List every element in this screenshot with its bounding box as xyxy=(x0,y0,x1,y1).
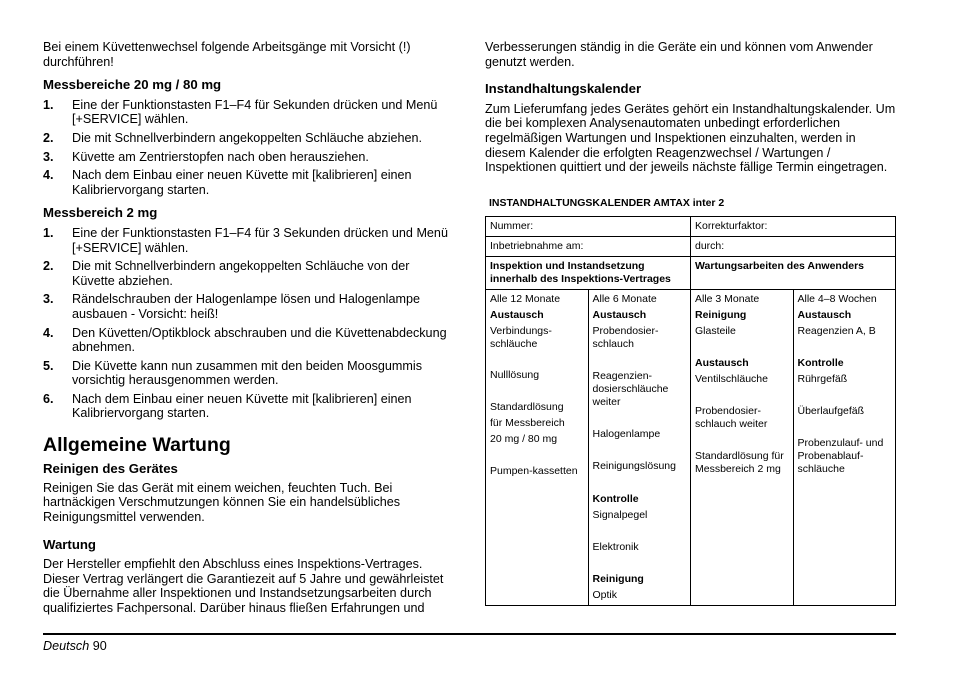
list-item xyxy=(43,326,455,355)
period-label: Alle 3 Monate xyxy=(695,293,760,306)
cleaning-text: Reinigen Sie das Gerät mit einem weichen, feuchten Tuch. Bei hartnäckigen Verschmutzungen können Sie ein handelsübliches Reinigungsmittel verwenden. xyxy=(43,480,401,524)
calendar-text: Zum Lieferumfang jedes Gerätes gehört ein Instandhaltungskalender. Um die bei komplexen Analysenautomaten unbedingt erforderlichen regelmäßigen Wartungen und Inspektionen einzuhalten, werden in diesem Kalender die erfolgten Reagenzwechsel / Wartungen / Inspektionen quittiert und der jeweils nächste fällige Termin eingetragen. xyxy=(485,101,896,175)
calendar-heading: Instandhaltungskalender xyxy=(485,81,642,97)
step-number: 4. xyxy=(43,325,54,340)
table-text: Austausch xyxy=(490,309,544,322)
table-text: Reinigung xyxy=(695,309,747,322)
step-number: 3. xyxy=(43,149,54,164)
period-label: Alle 6 Monate xyxy=(592,293,657,306)
footer-divider xyxy=(43,633,896,635)
table-text: Verbindungs-schläuche xyxy=(490,325,552,351)
table-text: Rührgefäß xyxy=(797,373,848,386)
table-text: Signalpegel xyxy=(592,509,648,522)
table-text: Elektronik xyxy=(592,541,639,554)
table-text: Ventilschläuche xyxy=(695,373,768,386)
period-label: Alle 12 Monate xyxy=(490,293,561,306)
step-number: 4. xyxy=(43,168,54,183)
table-text: Standardlösung xyxy=(490,401,564,414)
table-text: Probendosier-schlauch weiter xyxy=(695,405,768,431)
step-text: Eine der Funktionstasten F1–F4 für Sekunden drücken und Menü [+SERVICE] wählen. xyxy=(72,97,438,127)
step-number: 2. xyxy=(43,130,54,145)
list-item xyxy=(43,98,455,127)
footer-language: Deutsch xyxy=(43,639,90,653)
step-text: Die mit Schnellverbindern angekoppelten Schläuche von der Küvette abziehen. xyxy=(72,259,410,288)
list-item xyxy=(43,292,455,321)
column-4-8-weeks xyxy=(793,290,896,606)
page-footer xyxy=(43,639,107,653)
steps-list-2mg xyxy=(43,226,455,421)
table-text: Standardlösung für Messbereich 2 mg xyxy=(695,450,784,476)
header-inspection: Inspektion und Instandsetzung innerhalb des Inspektions-Vertrages xyxy=(486,257,691,290)
page-number: 90 xyxy=(92,639,107,653)
calendar-table-title: INSTANDHALTUNGSKALENDER AMTAX inter 2 xyxy=(489,196,725,209)
list-item xyxy=(43,359,455,388)
table-text: Probenzulauf- und Probenablauf-schläuche xyxy=(797,437,884,476)
step-number: 1. xyxy=(43,225,54,240)
step-number: 1. xyxy=(43,97,54,112)
list-item xyxy=(43,392,455,421)
step-text: Rändelschrauben der Halogenlampe lösen und Halogenlampe ausbauen - Vorsicht: heiß! xyxy=(72,292,420,321)
step-text: Küvette am Zentrierstopfen nach oben herausziehen. xyxy=(72,149,369,164)
table-text: Reinigung xyxy=(592,573,644,586)
korrektur-cell: Korrekturfaktor: xyxy=(691,217,896,237)
continuation-text: Verbesserungen ständig in die Geräte ein und können vom Anwender genutzt werden. xyxy=(485,40,873,69)
list-item xyxy=(43,168,455,197)
table-text: Optik xyxy=(592,589,618,602)
step-number: 5. xyxy=(43,358,54,373)
step-number: 2. xyxy=(43,259,54,274)
table-text: Pumpen-kassetten xyxy=(490,465,578,478)
list-item xyxy=(43,226,455,255)
table-text: Austausch xyxy=(592,309,647,322)
header-user-maintenance: Wartungsarbeiten des Anwenders xyxy=(691,257,896,290)
steps-list-20-80mg xyxy=(43,98,455,198)
left-column xyxy=(43,40,455,615)
durch-cell: durch: xyxy=(691,237,896,257)
page-title: Allgemeine Wartung xyxy=(43,434,231,457)
step-number: 6. xyxy=(43,391,54,406)
cleaning-title: Reinigen des Gerätes xyxy=(43,461,178,477)
step-number: 3. xyxy=(43,292,54,307)
table-text: Reagenzien-dosierschläuche weiter xyxy=(592,370,669,409)
table-text: Austausch xyxy=(797,309,852,322)
column-6-months xyxy=(588,290,691,606)
period-label: Alle 4–8 Wochen xyxy=(797,293,877,306)
nummer-cell: Nummer: xyxy=(486,217,691,237)
step-text: Nach dem Einbau einer neuen Küvette mit [kalibrieren] einen Kalibriervorgang starten. xyxy=(72,168,412,197)
table-text: Überlaufgefäß xyxy=(797,405,865,418)
inbetrieb-cell: Inbetriebnahme am: xyxy=(486,237,691,257)
right-column xyxy=(485,40,896,606)
table-text: Kontrolle xyxy=(592,493,639,506)
step-text: Den Küvetten/Optikblock abschrauben und die Küvettenabdeckung abnehmen. xyxy=(72,325,447,355)
column-12-months xyxy=(486,290,589,606)
table-text: Reagenzien A, B xyxy=(797,325,876,338)
table-text: Halogenlampe xyxy=(592,428,661,441)
step-text: Die mit Schnellverbindern angekoppelten Schläuche abziehen. xyxy=(72,130,423,145)
column-3-months xyxy=(691,290,794,606)
section-title-2mg: Messbereich 2 mg xyxy=(43,205,158,221)
list-item xyxy=(43,259,455,288)
step-text: Nach dem Einbau einer neuen Küvette mit [kalibrieren] einen Kalibriervorgang starten. xyxy=(72,391,412,421)
maintenance-text: Der Hersteller empfiehlt den Abschluss eines Inspektions-Vertrages. Dieser Vertrag verlängert die Garantiezeit auf 5 Jahre und gewährleistet die Übernahme aller Inspektionen und Instandsetzungsarbeiten durch qualifiziertes Fachpersonal. Darüber hinaus fließen Erfahrungen und xyxy=(43,557,444,615)
maintenance-calendar-table xyxy=(485,216,896,606)
list-item xyxy=(43,150,455,165)
maintenance-title: Wartung xyxy=(43,537,96,553)
table-text: Reinigungslösung xyxy=(592,460,676,473)
table-text: Probendosier-schlauch xyxy=(592,325,659,351)
step-text: Die Küvette kann nun zusammen mit den beiden Moosgummis vorsichtig herausgenommen werden. xyxy=(72,358,423,388)
intro-text: Bei einem Küvettenwechsel folgende Arbeitsgänge mit Vorsicht (!) durchführen! xyxy=(43,40,411,69)
table-text: Kontrolle xyxy=(797,357,844,370)
table-text: Glasteile xyxy=(695,325,736,338)
section-title-20-80mg: Messbereiche 20 mg / 80 mg xyxy=(43,77,222,93)
table-text: 20 mg / 80 mg xyxy=(490,433,558,446)
table-text: Austausch xyxy=(695,357,749,370)
table-text: Nulllösung xyxy=(490,369,540,382)
list-item xyxy=(43,131,455,146)
step-text: Eine der Funktionstasten F1–F4 für 3 Sekunden drücken und Menü [+SERVICE] wählen. xyxy=(72,225,448,255)
table-text: für Messbereich xyxy=(490,417,565,430)
